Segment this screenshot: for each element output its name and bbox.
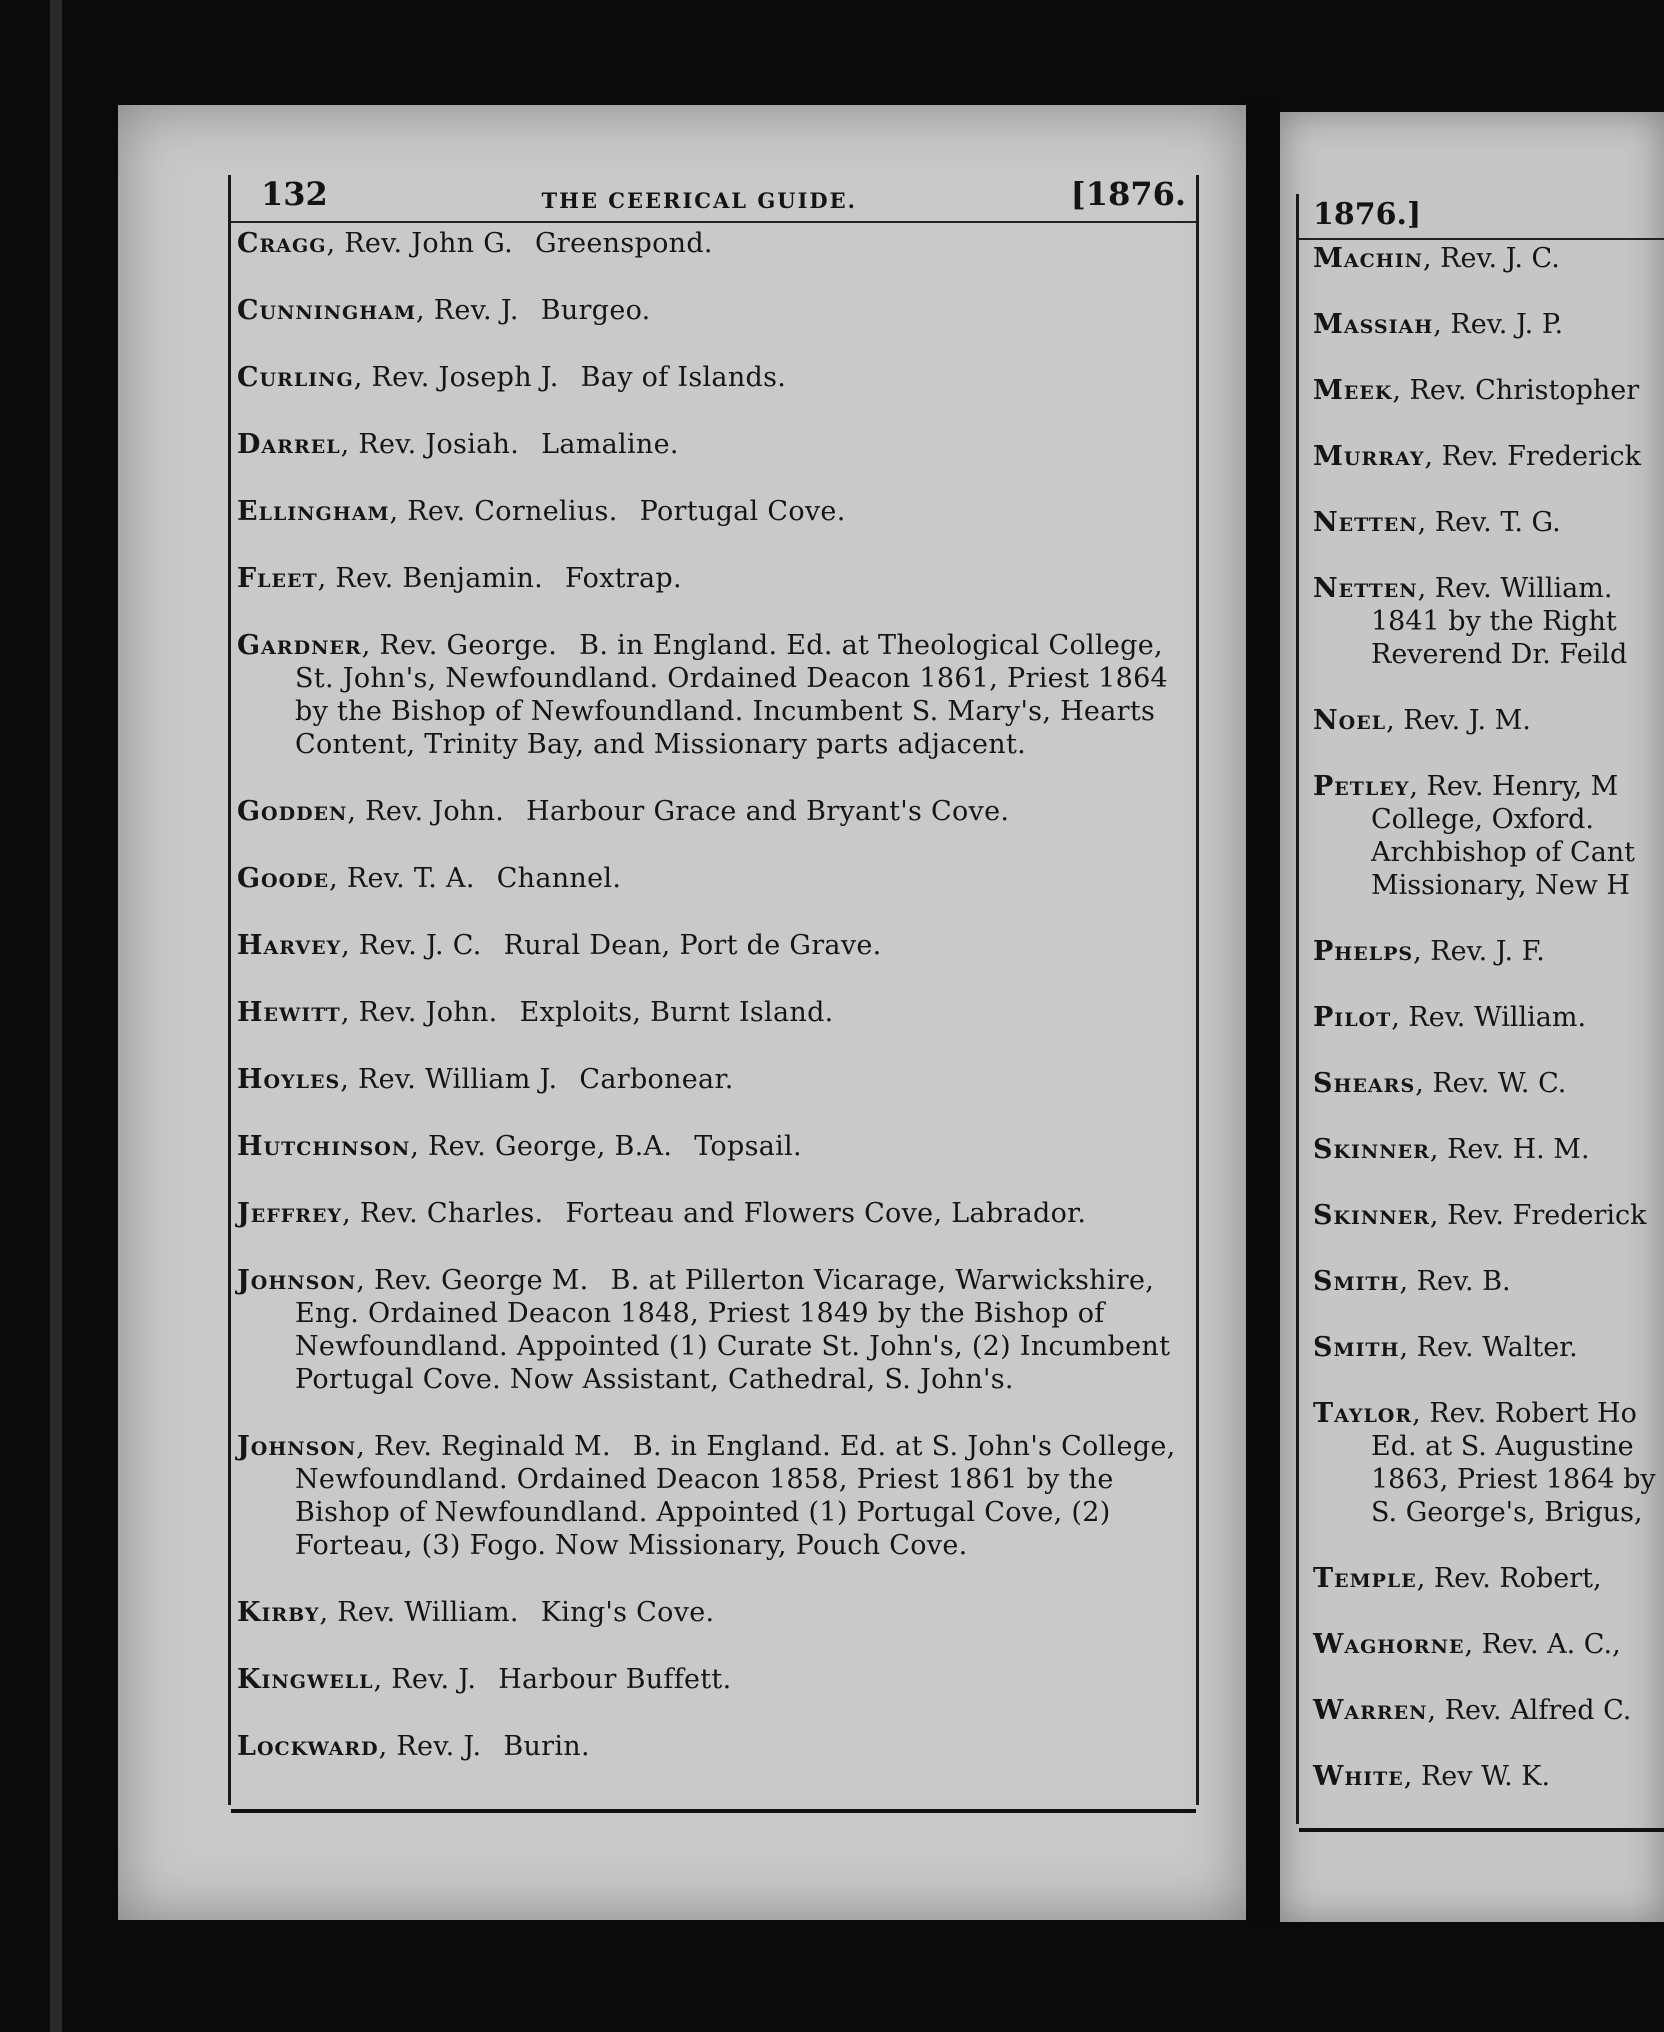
- entry-name: , Rev. Walter.: [1399, 1332, 1578, 1363]
- clergy-entry: [1313, 1562, 1664, 1595]
- entry-continuation: 1863, Priest 1864 by: [1371, 1464, 1656, 1495]
- entry-surname: Petley: [1313, 771, 1410, 802]
- entry-name: , Rev. J. M.: [1386, 705, 1531, 736]
- clergy-entry: [1313, 1397, 1664, 1529]
- entry-surname: Meek: [1313, 375, 1393, 406]
- clergy-entry: [237, 929, 1188, 962]
- clergy-entry: [237, 795, 1188, 828]
- entry-continuation: Archbishop of Cant: [1371, 837, 1636, 868]
- clergy-entry: [1313, 1001, 1664, 1034]
- entry-name: , Rev. Henry, M: [1409, 771, 1619, 802]
- entry-name: , Rev. William.: [1417, 573, 1613, 604]
- entry-name: , Rev. Frederick: [1429, 1200, 1647, 1231]
- entry-name: , Rev. A. C.,: [1464, 1629, 1621, 1660]
- entry-surname: Netten: [1313, 507, 1418, 538]
- entry-place: King's Cove.: [540, 1597, 715, 1628]
- entry-surname: Cunningham: [237, 295, 416, 326]
- entry-surname: White: [1313, 1761, 1404, 1792]
- clergy-entry: [237, 996, 1188, 1029]
- entry-place: Carbonear.: [579, 1064, 734, 1095]
- page-number: 132: [261, 175, 328, 213]
- entry-place: B. in England. Ed. at Theological College, St. John's, Newfoundland. Ordained Deacon 1861, Priest 1864 by the Bishop of Newfoundland. Incumbent S. Mary's, Hearts Content, Trinity Bay, and Missionary parts adjacent.: [295, 630, 1169, 760]
- entry-name: , Rev. J. C.: [341, 930, 482, 961]
- clergy-entry: [1313, 1628, 1664, 1661]
- clergy-entry: [237, 1663, 1188, 1696]
- entry-place: Bay of Islands.: [580, 362, 787, 393]
- entry-name: , Rev. William.: [319, 1597, 519, 1628]
- entry-name: , Rev. Josiah.: [340, 429, 520, 460]
- entry-name: , Rev. John.: [347, 796, 505, 827]
- entry-continuation: 1841 by the Right: [1371, 606, 1617, 637]
- entry-surname: Lockward: [237, 1731, 379, 1762]
- entry-continuation: Reverend Dr. Feild: [1371, 639, 1628, 670]
- entry-name: , Rev. John G.: [326, 228, 514, 259]
- entry-list: [231, 227, 1196, 1797]
- center-gutter: [1246, 95, 1280, 1925]
- entry-name: , Rev W. K.: [1403, 1761, 1551, 1792]
- entry-place: Forteau and Flowers Cove, Labrador.: [565, 1198, 1087, 1229]
- clergy-entry: [1313, 1694, 1664, 1727]
- clergy-entry: [1313, 374, 1664, 407]
- clergy-entry: [1313, 1199, 1664, 1232]
- clergy-entry: [237, 1063, 1188, 1096]
- entry-name: , Rev. J. P.: [1433, 309, 1564, 340]
- entry-place: Lamaline.: [541, 429, 679, 460]
- clergy-entry: [1313, 1133, 1664, 1166]
- entry-surname: Warren: [1313, 1695, 1428, 1726]
- entry-surname: Jeffrey: [237, 1198, 343, 1229]
- entry-place: Exploits, Burnt Island.: [519, 997, 834, 1028]
- entry-name: , Rev. Charles.: [342, 1198, 544, 1229]
- entry-place: B. in England. Ed. at S. John's College, Newfoundland. Ordained Deacon 1858, Priest 1861 by the Bishop of Newfoundland. Appointed (1) Portugal Cove, (2) Forteau, (3) Fogo. Now Missionary, Pouch Cove.: [295, 1431, 1176, 1561]
- entry-continuation: Missionary, New H: [1371, 870, 1630, 901]
- right-page-frame: [1296, 194, 1664, 1824]
- clergy-entry: [237, 1730, 1188, 1763]
- entry-name: , Rev. J.: [373, 1664, 477, 1695]
- running-head: [231, 175, 1196, 223]
- entry-name: , Rev. William J.: [340, 1064, 558, 1095]
- clergy-entry: [237, 361, 1188, 394]
- clergy-entry: [1313, 308, 1664, 341]
- entry-surname: Godden: [237, 796, 348, 827]
- left-page-frame: [228, 175, 1199, 1805]
- entry-surname: Cragg: [237, 228, 327, 259]
- entry-continuation: Ed. at S. Augustine: [1371, 1431, 1634, 1462]
- clergy-entry: [1313, 935, 1664, 968]
- entry-name: , Rev. Benjamin.: [317, 563, 544, 594]
- entry-place: Greenspond.: [535, 228, 713, 259]
- entry-name: , Rev. Christopher: [1392, 375, 1640, 406]
- clergy-entry: [1313, 242, 1664, 275]
- entry-surname: Murray: [1313, 441, 1425, 472]
- entry-surname: Hutchinson: [237, 1131, 411, 1162]
- entry-continuation: S. George's, Brigus,: [1371, 1497, 1643, 1528]
- entry-place: B. at Pillerton Vicarage, Warwickshire, Eng. Ordained Deacon 1848, Priest 1849 by the Bishop of Newfoundland. Appointed (1) Curate St. John's, (2) Incumbent Portugal Cove. Now Assistant, Cathedral, S. John's.: [295, 1265, 1171, 1395]
- entry-name: , Rev. T. G.: [1417, 507, 1561, 538]
- entry-place: Foxtrap.: [565, 563, 682, 594]
- entry-name: , Rev. J. C.: [1422, 243, 1560, 274]
- clergy-entry: [237, 562, 1188, 595]
- entry-surname: Harvey: [237, 930, 342, 961]
- running-year: [1876.: [1070, 175, 1186, 213]
- clergy-entry: [237, 428, 1188, 461]
- entry-surname: Machin: [1313, 243, 1423, 274]
- entry-name: , Rev. T. A.: [329, 863, 475, 894]
- entry-place: Rural Dean, Port de Grave.: [503, 930, 882, 961]
- clergy-entry: [1313, 1331, 1664, 1364]
- right-bottom-rule: [1299, 1828, 1664, 1832]
- entry-surname: Johnson: [237, 1431, 357, 1462]
- clergy-entry: [1313, 1760, 1664, 1793]
- entry-surname: Noel: [1313, 705, 1387, 736]
- clergy-entry: [237, 227, 1188, 260]
- entry-name: , Rev. John.: [340, 997, 498, 1028]
- entry-surname: Temple: [1313, 1563, 1417, 1594]
- clergy-entry: [237, 1596, 1188, 1629]
- entry-surname: Ellingham: [237, 496, 390, 527]
- entry-name: , Rev. Cornelius.: [389, 496, 618, 527]
- right-entry-list: [1313, 242, 1664, 1826]
- entry-name: , Rev. Joseph J.: [353, 362, 559, 393]
- entry-name: , Rev. Frederick: [1424, 441, 1641, 472]
- entry-surname: Phelps: [1313, 936, 1414, 967]
- entry-place: Burgeo.: [540, 295, 651, 326]
- clergy-entry: [237, 294, 1188, 327]
- entry-surname: Pilot: [1313, 1002, 1392, 1033]
- entry-name: , Rev. George, B.A.: [410, 1131, 673, 1162]
- entry-name: , Rev. George.: [361, 630, 558, 661]
- clergy-entry: [237, 1130, 1188, 1163]
- right-page: [1280, 112, 1664, 1922]
- entry-surname: Waghorne: [1313, 1629, 1465, 1660]
- clergy-entry: [1313, 1265, 1664, 1298]
- clergy-entry: [1313, 1067, 1664, 1100]
- clergy-entry: [1313, 572, 1664, 671]
- entry-surname: Fleet: [237, 563, 318, 594]
- entry-surname: Hoyles: [237, 1064, 341, 1095]
- entry-name: , Rev. J.: [416, 295, 519, 326]
- clergy-entry: [237, 629, 1188, 761]
- entry-surname: Smith: [1313, 1266, 1400, 1297]
- entry-name: , Rev. George M.: [356, 1265, 589, 1296]
- clergy-entry: [237, 495, 1188, 528]
- entry-surname: Curling: [237, 362, 354, 393]
- binding-edge: [50, 0, 62, 2032]
- entry-surname: Johnson: [237, 1265, 357, 1296]
- entry-name: , Rev. William.: [1391, 1002, 1587, 1033]
- entry-continuation: College, Oxford.: [1371, 804, 1594, 835]
- entry-surname: Skinner: [1313, 1200, 1430, 1231]
- clergy-entry: [1313, 770, 1664, 902]
- entry-surname: Kingwell: [237, 1664, 374, 1695]
- entry-surname: Kirby: [237, 1597, 320, 1628]
- clergy-entry: [237, 1430, 1188, 1562]
- entry-surname: Goode: [237, 863, 330, 894]
- entry-name: , Rev. Reginald M.: [356, 1431, 611, 1462]
- entry-surname: Gardner: [237, 630, 362, 661]
- entry-surname: Taylor: [1313, 1398, 1413, 1429]
- entry-surname: Skinner: [1313, 1134, 1430, 1165]
- entry-place: Topsail.: [694, 1131, 802, 1162]
- entry-surname: Smith: [1313, 1332, 1400, 1363]
- entry-name: , Rev. J.: [378, 1731, 482, 1762]
- entry-name: , Rev. J. F.: [1413, 936, 1545, 967]
- entry-name: , Rev. W. C.: [1415, 1068, 1567, 1099]
- entry-name: , Rev. H. M.: [1429, 1134, 1590, 1165]
- entry-surname: Shears: [1313, 1068, 1416, 1099]
- entry-surname: Netten: [1313, 573, 1418, 604]
- clergy-entry: [1313, 440, 1664, 473]
- clergy-entry: [237, 1197, 1188, 1230]
- right-running-year: 1876.]: [1299, 194, 1664, 240]
- entry-place: Harbour Buffett.: [498, 1664, 732, 1695]
- entry-name: , Rev. B.: [1399, 1266, 1511, 1297]
- entry-name: , Rev. Robert,: [1416, 1563, 1602, 1594]
- clergy-entry: [237, 1264, 1188, 1396]
- running-title: THE CEERICAL GUIDE.: [541, 188, 857, 213]
- entry-place: Burin.: [503, 1731, 590, 1762]
- entry-place: Harbour Grace and Bryant's Cove.: [526, 796, 1010, 827]
- left-page: [118, 105, 1246, 1920]
- clergy-entry: [237, 862, 1188, 895]
- entry-surname: Massiah: [1313, 309, 1434, 340]
- clergy-entry: [1313, 704, 1664, 737]
- entry-name: , Rev. Alfred C.: [1427, 1695, 1632, 1726]
- entry-place: Channel.: [496, 863, 622, 894]
- entry-name: , Rev. Robert Ho: [1412, 1398, 1637, 1429]
- entry-surname: Darrel: [237, 429, 341, 460]
- entry-place: Portugal Cove.: [639, 496, 846, 527]
- clergy-entry: [1313, 506, 1664, 539]
- bottom-rule: [231, 1809, 1196, 1813]
- entry-surname: Hewitt: [237, 997, 341, 1028]
